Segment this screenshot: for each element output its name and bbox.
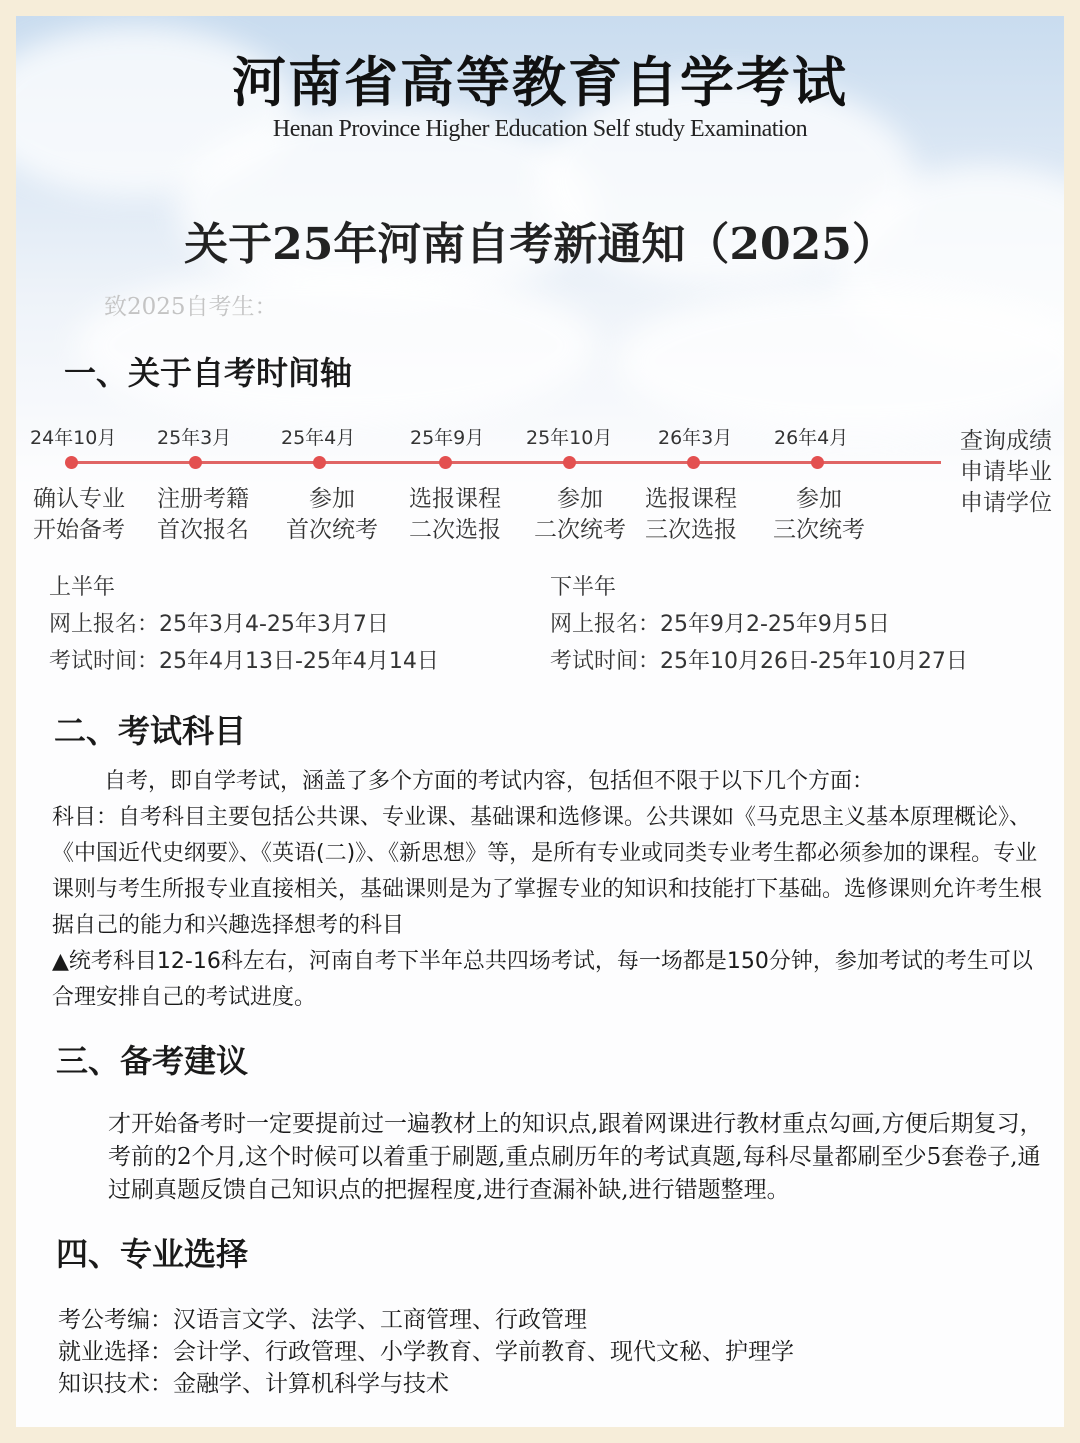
timeline-desc: 参加 三次统考 (773, 486, 865, 543)
timeline-date: 26年4月 (774, 427, 849, 449)
timeline-dot (65, 456, 78, 469)
timeline-dot (439, 456, 452, 469)
major-row: 考公考编：汉语言文学、法学、工商管理、行政管理 (58, 1307, 587, 1333)
second-half-exam: 考试时间：25年10月26日-25年10月27日 (550, 649, 968, 674)
first-half-label: 上半年 (49, 575, 116, 600)
notice-title: 关于25年河南自考新通知（2025） (184, 219, 896, 270)
timeline-date: 26年3月 (658, 427, 733, 449)
greeting: 致2025自考生： (104, 294, 278, 320)
main-title: 河南省高等教育自学考试 (232, 50, 848, 114)
timeline-date: 25年9月 (410, 427, 485, 449)
timeline-date: 25年10月 (526, 427, 613, 449)
section2-subjects: 科目：自考科目主要包括公共课、专业课、基础课和选修课。公共课如《马克思主义基本原理概论》、《中国近代史纲要》、《英语(二)》、《新思想》等，是所有专业或同类专业考生都必须参加的课程。专业课则与考生所报专业直接相关，基础课则是为了掌握专业的知识和技能打下基础。选修课则允许考生根据自己的能力和兴趣选择想考的科目 (52, 805, 1043, 938)
section2-heading: 二、考试科目 (54, 712, 247, 750)
section3-body (56, 1108, 1046, 1207)
page-card (16, 16, 1064, 1427)
first-half-schedule (49, 569, 439, 680)
second-half-schedule (550, 569, 968, 680)
timeline-dot (189, 456, 202, 469)
timeline-desc: 注册考籍 首次报名 (157, 486, 249, 543)
timeline-date: 25年4月 (281, 427, 356, 449)
first-half-register: 网上报名：25年3月4-25年3月7日 (49, 612, 389, 637)
timeline-dot (313, 456, 326, 469)
major-row: 就业选择：会计学、行政管理、小学教育、学前教育、现代文秘、护理学 (58, 1339, 794, 1365)
timeline-dot (563, 456, 576, 469)
major-row: 知识技术：金融学、计算机科学与技术 (58, 1371, 449, 1397)
section2-body (52, 764, 1052, 1016)
first-half-exam: 考试时间：25年4月13日-25年4月14日 (49, 649, 439, 674)
timeline-dot (687, 456, 700, 469)
second-half-label: 下半年 (550, 575, 617, 600)
section3-heading: 三、备考建议 (56, 1042, 249, 1080)
second-half-register: 网上报名：25年9月2-25年9月5日 (550, 612, 890, 637)
timeline-dot (811, 456, 824, 469)
timeline-final: 查询成绩 申请毕业 申请学位 (960, 428, 1052, 516)
timeline-desc: 确认专业 开始备考 (33, 486, 125, 543)
timeline-desc: 参加 首次统考 (286, 486, 378, 543)
section2-note: ▲统考科目12-16科左右，河南自考下半年总共四场考试，每一场都是150分钟，参加考试的考生可以合理安排自己的考试进度。 (52, 949, 1033, 1010)
timeline-desc: 选报课程 三次选报 (645, 486, 737, 543)
section4-heading: 四、专业选择 (56, 1235, 249, 1273)
timeline-date: 24年10月 (30, 427, 117, 449)
english-subtitle: Henan Province Higher Education Self study Examination (272, 116, 808, 142)
timeline-date: 25年3月 (157, 427, 232, 449)
section3-text: 才开始备考时一定要提前过一遍教材上的知识点,跟着网课进行教材重点勾画,方便后期复习，考前的2个月,这个时候可以着重于刷题,重点刷历年的考试真题,每科尽量都刷至少5套卷子,通过刷真题反馈自己知识点的把握程度,进行查漏补缺,进行错题整理。 (108, 1111, 1043, 1203)
timeline-desc: 参加 二次统考 (534, 486, 626, 543)
timeline-desc: 选报课程 二次选报 (409, 486, 501, 543)
section1-heading: 一、关于自考时间轴 (64, 354, 353, 392)
major-list (58, 1304, 794, 1400)
section2-intro: 自考，即自学考试，涵盖了多个方面的考试内容，包括但不限于以下几个方面： (104, 769, 875, 794)
